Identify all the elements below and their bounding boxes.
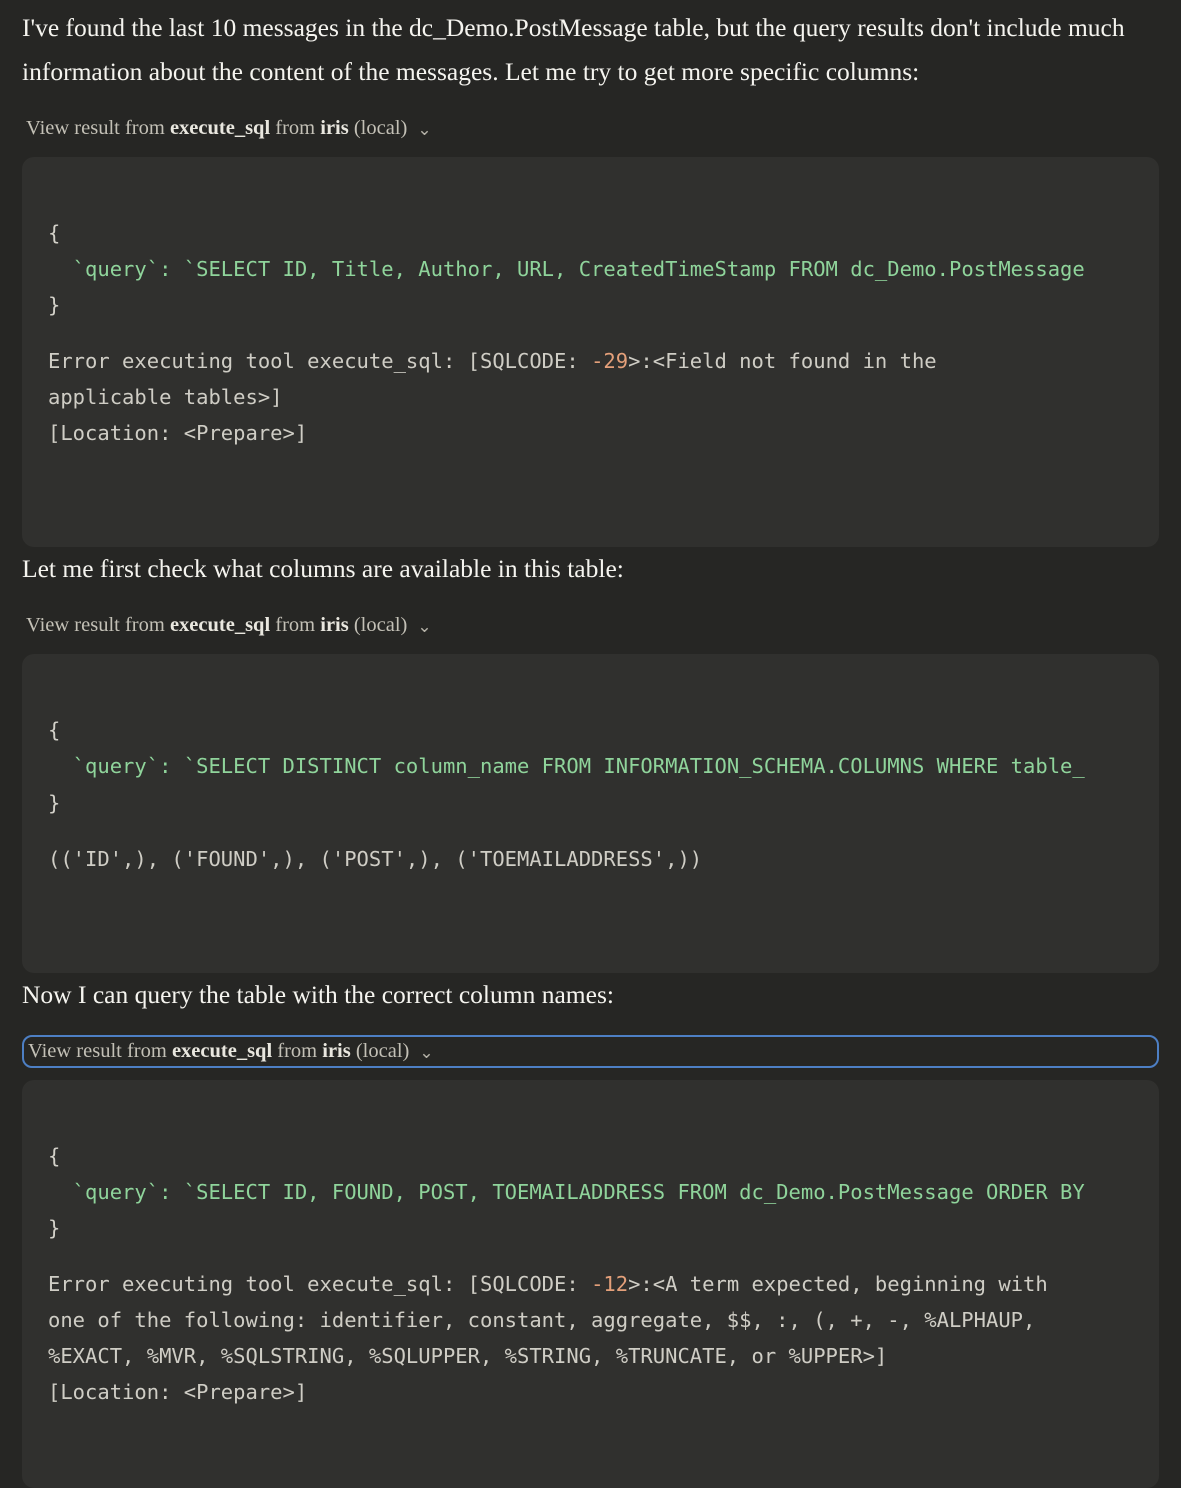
- tool-header-tool-name: execute_sql: [171, 1039, 273, 1062]
- tool-header-server-name: iris: [320, 116, 349, 139]
- error-code-2: -12: [591, 1272, 629, 1296]
- tool-header-suffix: (local): [348, 116, 408, 139]
- paragraph-two: Let me first check what columns are available in this table:: [22, 554, 624, 584]
- spacer: [48, 323, 1133, 343]
- json-close-brace: }: [48, 292, 61, 317]
- tool-output-line: Error executing tool execute_sql: [SQLCODE: -12>:<A term expected, beginning with: [48, 1272, 1048, 1296]
- json-close-brace: }: [48, 1215, 61, 1240]
- tool-result-header-2[interactable]: [22, 609, 440, 642]
- tool-header-prefix: View result from: [26, 614, 170, 637]
- tool-header-middle: from: [270, 116, 321, 139]
- tool-output-line: one of the following: identifier, constant, aggregate, $$, :, (, +, -, %ALPHAUP,: [48, 1308, 1036, 1333]
- chevron-down-icon[interactable]: ⌄: [417, 617, 432, 637]
- tool-header-prefix: View result from: [28, 1039, 172, 1062]
- tool-output-line: (('ID',), ('FOUND',), ('POST',), ('TOEMAILADDRESS',)): [48, 846, 703, 871]
- tool-header-server-name: iris: [322, 1039, 351, 1062]
- tool-header-middle: from: [272, 1039, 323, 1062]
- json-close-brace: }: [48, 790, 61, 815]
- tool-output-line: [Location: <Prepare>]: [48, 1380, 308, 1405]
- json-query-key: `query`:: [48, 1179, 184, 1204]
- tool-result-block-1: [22, 157, 1159, 548]
- tool-output-line: %EXACT, %MVR, %SQLSTRING, %SQLUPPER, %STRING, %TRUNCATE, or %UPPER>]: [48, 1344, 888, 1369]
- json-query-value: `SELECT DISTINCT column_name FROM INFORMATION_SCHEMA.COLUMNS WHERE table_: [183, 754, 1085, 779]
- intro-paragraph: I've found the last 10 messages in the dc_Demo.PostMessage table, but the query results don't include much information about the content of the messages. Let me try to get more specific columns:: [22, 13, 1125, 86]
- tool-header-suffix: (local): [348, 614, 408, 637]
- spacer: [48, 821, 1133, 841]
- json-query-value: `SELECT ID, FOUND, POST, TOEMAILADDRESS FROM dc_Demo.PostMessage ORDER BY: [183, 1179, 1085, 1204]
- tool-result-block-2: [22, 654, 1159, 973]
- json-open-brace: {: [48, 220, 61, 245]
- tool-header-tool-name: execute_sql: [169, 116, 271, 139]
- spacer: [48, 1246, 1133, 1266]
- json-query-key: `query`:: [48, 754, 184, 779]
- chevron-down-icon[interactable]: ⌄: [417, 119, 432, 139]
- tool-header-middle: from: [270, 614, 321, 637]
- json-query-value: `SELECT ID, Title, Author, URL, CreatedTimeStamp FROM dc_Demo.PostMessage: [183, 256, 1085, 281]
- tool-output-line: Error executing tool execute_sql: [SQLCODE: -29>:<Field not found in the: [48, 349, 937, 374]
- tool-result-block-3: [22, 1080, 1159, 1488]
- json-open-brace: {: [48, 1143, 61, 1168]
- tool-output-line: [Location: <Prepare>]: [48, 421, 308, 446]
- tool-header-prefix: View result from: [26, 116, 170, 139]
- tool-result-header-3[interactable]: [22, 1035, 1159, 1068]
- tool-result-header-1[interactable]: [22, 112, 440, 145]
- tool-header-suffix: (local): [350, 1039, 410, 1062]
- json-query-key: `query`:: [48, 256, 184, 281]
- chevron-down-icon[interactable]: ⌄: [419, 1042, 434, 1062]
- paragraph-three: Now I can query the table with the correct column names:: [22, 979, 614, 1009]
- tool-header-tool-name: execute_sql: [169, 614, 271, 637]
- tool-output-line: applicable tables>]: [48, 385, 283, 410]
- json-open-brace: {: [48, 718, 61, 743]
- tool-header-server-name: iris: [320, 614, 349, 637]
- error-code-1: -29: [591, 349, 629, 374]
